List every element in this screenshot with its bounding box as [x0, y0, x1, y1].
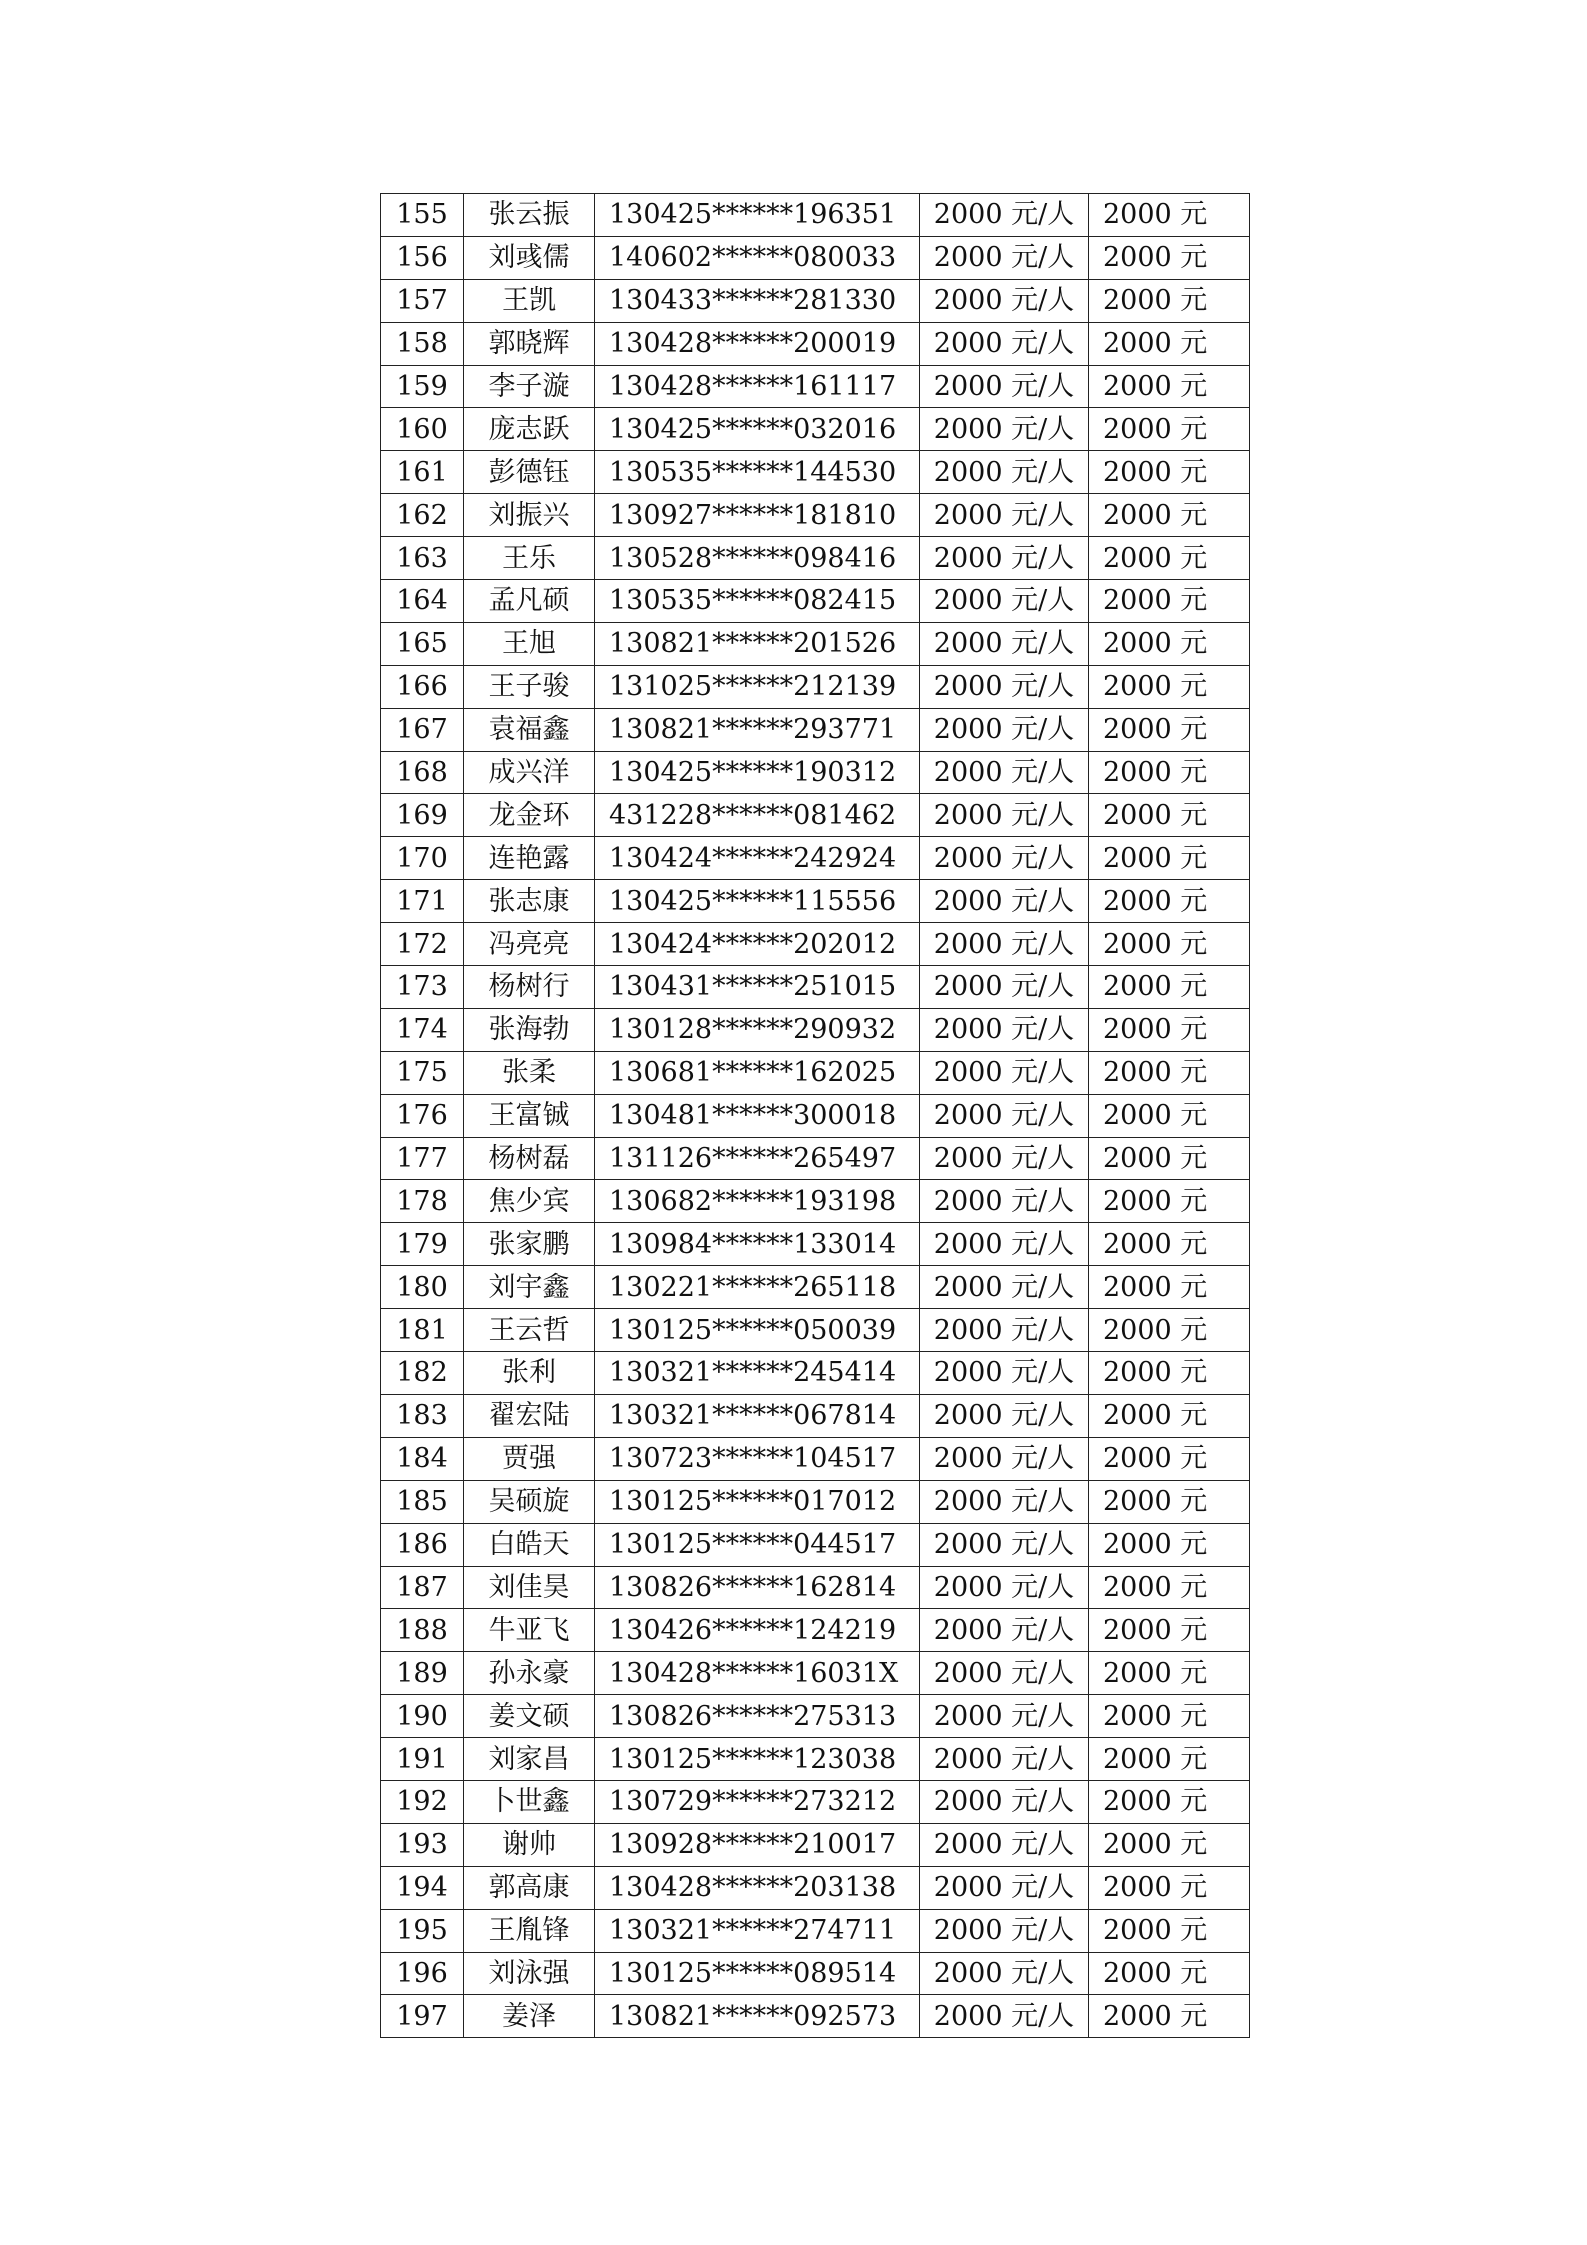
- id-number-cell: 140602******080033: [595, 236, 920, 279]
- table-row: [381, 322, 1250, 365]
- name-cell: 刘振兴: [464, 494, 595, 537]
- row-number-cell: 174: [381, 1008, 464, 1051]
- id-number-cell: 130723******104517: [595, 1437, 920, 1480]
- id-number-cell: 130428******16031X: [595, 1652, 920, 1695]
- table-row: [381, 751, 1250, 794]
- subsidy-amount-cell: 2000 元: [1089, 451, 1250, 494]
- name-cell: 孙永豪: [464, 1652, 595, 1695]
- subsidy-standard-cell: 2000 元/人: [920, 1094, 1089, 1137]
- subsidy-amount-cell: 2000 元: [1089, 1480, 1250, 1523]
- table-row: [381, 494, 1250, 537]
- name-cell: 冯亮亮: [464, 923, 595, 966]
- subsidy-standard-cell: 2000 元/人: [920, 236, 1089, 279]
- subsidy-amount-cell: 2000 元: [1089, 751, 1250, 794]
- subsidy-standard-cell: 2000 元/人: [920, 923, 1089, 966]
- row-number-cell: 195: [381, 1909, 464, 1952]
- subsidy-standard-cell: 2000 元/人: [920, 279, 1089, 322]
- subsidy-amount-cell: 2000 元: [1089, 794, 1250, 837]
- row-number-cell: 191: [381, 1738, 464, 1781]
- subsidy-standard-cell: 2000 元/人: [920, 322, 1089, 365]
- row-number-cell: 180: [381, 1266, 464, 1309]
- row-number-cell: 173: [381, 966, 464, 1009]
- subsidy-standard-cell: 2000 元/人: [920, 580, 1089, 623]
- table-row: [381, 1909, 1250, 1952]
- name-cell: 姜文硕: [464, 1695, 595, 1738]
- subsidy-standard-cell: 2000 元/人: [920, 1266, 1089, 1309]
- id-number-cell: 130481******300018: [595, 1094, 920, 1137]
- row-number-cell: 181: [381, 1309, 464, 1352]
- row-number-cell: 175: [381, 1051, 464, 1094]
- subsidy-standard-cell: 2000 元/人: [920, 1523, 1089, 1566]
- name-cell: 王凯: [464, 279, 595, 322]
- table-row: [381, 1223, 1250, 1266]
- id-number-cell: 130826******162814: [595, 1566, 920, 1609]
- id-number-cell: 130125******089514: [595, 1952, 920, 1995]
- row-number-cell: 182: [381, 1352, 464, 1395]
- subsidy-amount-cell: 2000 元: [1089, 1566, 1250, 1609]
- table-row: [381, 1266, 1250, 1309]
- subsidy-amount-cell: 2000 元: [1089, 665, 1250, 708]
- name-cell: 刘泳强: [464, 1952, 595, 1995]
- table-row: [381, 1352, 1250, 1395]
- row-number-cell: 156: [381, 236, 464, 279]
- id-number-cell: 130125******050039: [595, 1309, 920, 1352]
- name-cell: 谢帅: [464, 1823, 595, 1866]
- subsidy-standard-cell: 2000 元/人: [920, 1695, 1089, 1738]
- subsidy-amount-cell: 2000 元: [1089, 837, 1250, 880]
- row-number-cell: 184: [381, 1437, 464, 1480]
- subsidy-standard-cell: 2000 元/人: [920, 1180, 1089, 1223]
- subsidy-standard-cell: 2000 元/人: [920, 1480, 1089, 1523]
- name-cell: 孟凡硕: [464, 580, 595, 623]
- row-number-cell: 192: [381, 1780, 464, 1823]
- id-number-cell: 130428******203138: [595, 1866, 920, 1909]
- subsidy-standard-cell: 2000 元/人: [920, 1394, 1089, 1437]
- id-number-cell: 130729******273212: [595, 1780, 920, 1823]
- name-cell: 王乐: [464, 537, 595, 580]
- id-number-cell: 130535******082415: [595, 580, 920, 623]
- subsidy-amount-cell: 2000 元: [1089, 580, 1250, 623]
- subsidy-amount-cell: 2000 元: [1089, 1523, 1250, 1566]
- row-number-cell: 161: [381, 451, 464, 494]
- subsidy-standard-cell: 2000 元/人: [920, 622, 1089, 665]
- table-row: [381, 365, 1250, 408]
- table-row: [381, 665, 1250, 708]
- table-row: [381, 408, 1250, 451]
- row-number-cell: 170: [381, 837, 464, 880]
- name-cell: 郭高康: [464, 1866, 595, 1909]
- row-number-cell: 176: [381, 1094, 464, 1137]
- subsidy-standard-cell: 2000 元/人: [920, 1652, 1089, 1695]
- id-number-cell: 130125******044517: [595, 1523, 920, 1566]
- row-number-cell: 160: [381, 408, 464, 451]
- id-number-cell: 130321******245414: [595, 1352, 920, 1395]
- row-number-cell: 159: [381, 365, 464, 408]
- subsidy-amount-cell: 2000 元: [1089, 1995, 1250, 2038]
- row-number-cell: 193: [381, 1823, 464, 1866]
- name-cell: 卜世鑫: [464, 1780, 595, 1823]
- subsidy-standard-cell: 2000 元/人: [920, 451, 1089, 494]
- id-number-cell: 130826******275313: [595, 1695, 920, 1738]
- subsidy-amount-cell: 2000 元: [1089, 408, 1250, 451]
- subsidy-standard-cell: 2000 元/人: [920, 794, 1089, 837]
- name-cell: 吴硕旋: [464, 1480, 595, 1523]
- subsidy-amount-cell: 2000 元: [1089, 923, 1250, 966]
- row-number-cell: 164: [381, 580, 464, 623]
- subsidy-amount-cell: 2000 元: [1089, 1738, 1250, 1781]
- table-row: [381, 1437, 1250, 1480]
- id-number-cell: 130821******293771: [595, 708, 920, 751]
- subsidy-amount-cell: 2000 元: [1089, 236, 1250, 279]
- name-cell: 刘宇鑫: [464, 1266, 595, 1309]
- row-number-cell: 186: [381, 1523, 464, 1566]
- id-number-cell: 130428******161117: [595, 365, 920, 408]
- table-row: [381, 1738, 1250, 1781]
- name-cell: 成兴洋: [464, 751, 595, 794]
- name-cell: 王云哲: [464, 1309, 595, 1352]
- subsidy-amount-cell: 2000 元: [1089, 1352, 1250, 1395]
- subsidy-amount-cell: 2000 元: [1089, 1695, 1250, 1738]
- row-number-cell: 197: [381, 1995, 464, 2038]
- id-number-cell: 130682******193198: [595, 1180, 920, 1223]
- subsidy-amount-cell: 2000 元: [1089, 194, 1250, 237]
- row-number-cell: 187: [381, 1566, 464, 1609]
- subsidy-amount-cell: 2000 元: [1089, 1223, 1250, 1266]
- id-number-cell: 130128******290932: [595, 1008, 920, 1051]
- name-cell: 刘彧儒: [464, 236, 595, 279]
- row-number-cell: 167: [381, 708, 464, 751]
- table-row: [381, 1394, 1250, 1437]
- name-cell: 刘家昌: [464, 1738, 595, 1781]
- subsidy-standard-cell: 2000 元/人: [920, 1995, 1089, 2038]
- table-row: [381, 1823, 1250, 1866]
- name-cell: 张柔: [464, 1051, 595, 1094]
- name-cell: 张利: [464, 1352, 595, 1395]
- table-row: [381, 1051, 1250, 1094]
- name-cell: 贾强: [464, 1437, 595, 1480]
- name-cell: 张海勃: [464, 1008, 595, 1051]
- table-row: [381, 837, 1250, 880]
- table-row: [381, 1137, 1250, 1180]
- name-cell: 杨树磊: [464, 1137, 595, 1180]
- subsidy-amount-cell: 2000 元: [1089, 1866, 1250, 1909]
- subsidy-standard-cell: 2000 元/人: [920, 365, 1089, 408]
- id-number-cell: 130428******200019: [595, 322, 920, 365]
- id-number-cell: 130431******251015: [595, 966, 920, 1009]
- subsidy-amount-cell: 2000 元: [1089, 966, 1250, 1009]
- name-cell: 姜泽: [464, 1995, 595, 2038]
- name-cell: 翟宏陆: [464, 1394, 595, 1437]
- name-cell: 焦少宾: [464, 1180, 595, 1223]
- subsidy-standard-cell: 2000 元/人: [920, 1437, 1089, 1480]
- subsidy-standard-cell: 2000 元/人: [920, 837, 1089, 880]
- name-cell: 龙金环: [464, 794, 595, 837]
- subsidy-amount-cell: 2000 元: [1089, 1952, 1250, 1995]
- table-row: [381, 1566, 1250, 1609]
- subsidy-amount-cell: 2000 元: [1089, 1180, 1250, 1223]
- subsidy-amount-cell: 2000 元: [1089, 1094, 1250, 1137]
- row-number-cell: 185: [381, 1480, 464, 1523]
- subsidy-amount-cell: 2000 元: [1089, 1909, 1250, 1952]
- table-row: [381, 880, 1250, 923]
- id-number-cell: 130681******162025: [595, 1051, 920, 1094]
- id-number-cell: 130425******196351: [595, 194, 920, 237]
- name-cell: 王富铖: [464, 1094, 595, 1137]
- subsidy-amount-cell: 2000 元: [1089, 1780, 1250, 1823]
- name-cell: 王旭: [464, 622, 595, 665]
- name-cell: 彭德钰: [464, 451, 595, 494]
- id-number-cell: 130321******067814: [595, 1394, 920, 1437]
- table-row: [381, 279, 1250, 322]
- name-cell: 庞志跃: [464, 408, 595, 451]
- subsidy-amount-cell: 2000 元: [1089, 1309, 1250, 1352]
- id-number-cell: 130928******210017: [595, 1823, 920, 1866]
- table-row: [381, 236, 1250, 279]
- name-cell: 张家鹏: [464, 1223, 595, 1266]
- row-number-cell: 194: [381, 1866, 464, 1909]
- subsidy-amount-cell: 2000 元: [1089, 622, 1250, 665]
- table-row: [381, 194, 1250, 237]
- name-cell: 王子骏: [464, 665, 595, 708]
- id-number-cell: 130425******190312: [595, 751, 920, 794]
- id-number-cell: 131025******212139: [595, 665, 920, 708]
- row-number-cell: 189: [381, 1652, 464, 1695]
- subsidy-amount-cell: 2000 元: [1089, 322, 1250, 365]
- table-row: [381, 1780, 1250, 1823]
- table-row: [381, 580, 1250, 623]
- subsidy-amount-cell: 2000 元: [1089, 1394, 1250, 1437]
- subsidy-standard-cell: 2000 元/人: [920, 1909, 1089, 1952]
- table-row: [381, 1866, 1250, 1909]
- id-number-cell: 130426******124219: [595, 1609, 920, 1652]
- subsidy-standard-cell: 2000 元/人: [920, 537, 1089, 580]
- table-row: [381, 622, 1250, 665]
- subsidy-amount-cell: 2000 元: [1089, 1823, 1250, 1866]
- name-cell: 刘佳昊: [464, 1566, 595, 1609]
- subsidy-amount-cell: 2000 元: [1089, 1437, 1250, 1480]
- subsidy-amount-cell: 2000 元: [1089, 1609, 1250, 1652]
- table-row: [381, 708, 1250, 751]
- subsidy-amount-cell: 2000 元: [1089, 537, 1250, 580]
- row-number-cell: 177: [381, 1137, 464, 1180]
- subsidy-amount-cell: 2000 元: [1089, 365, 1250, 408]
- row-number-cell: 171: [381, 880, 464, 923]
- subsidy-standard-cell: 2000 元/人: [920, 1309, 1089, 1352]
- name-cell: 袁福鑫: [464, 708, 595, 751]
- subsidy-standard-cell: 2000 元/人: [920, 665, 1089, 708]
- id-number-cell: 130221******265118: [595, 1266, 920, 1309]
- roster-table-body: [381, 194, 1250, 2038]
- table-row: [381, 1180, 1250, 1223]
- subsidy-amount-cell: 2000 元: [1089, 279, 1250, 322]
- id-number-cell: 130821******201526: [595, 622, 920, 665]
- subsidy-amount-cell: 2000 元: [1089, 1266, 1250, 1309]
- subsidy-standard-cell: 2000 元/人: [920, 194, 1089, 237]
- row-number-cell: 155: [381, 194, 464, 237]
- subsidy-amount-cell: 2000 元: [1089, 1652, 1250, 1695]
- table-row: [381, 923, 1250, 966]
- name-cell: 张志康: [464, 880, 595, 923]
- name-cell: 李子漩: [464, 365, 595, 408]
- id-number-cell: 130321******274711: [595, 1909, 920, 1952]
- row-number-cell: 168: [381, 751, 464, 794]
- row-number-cell: 162: [381, 494, 464, 537]
- subsidy-amount-cell: 2000 元: [1089, 494, 1250, 537]
- table-row: [381, 1995, 1250, 2038]
- subsidy-standard-cell: 2000 元/人: [920, 1352, 1089, 1395]
- subsidy-standard-cell: 2000 元/人: [920, 1952, 1089, 1995]
- subsidy-standard-cell: 2000 元/人: [920, 966, 1089, 1009]
- id-number-cell: 131126******265497: [595, 1137, 920, 1180]
- subsidy-standard-cell: 2000 元/人: [920, 1051, 1089, 1094]
- id-number-cell: 130125******123038: [595, 1738, 920, 1781]
- table-row: [381, 451, 1250, 494]
- subsidy-standard-cell: 2000 元/人: [920, 1223, 1089, 1266]
- subsidy-amount-cell: 2000 元: [1089, 880, 1250, 923]
- table-row: [381, 1652, 1250, 1695]
- row-number-cell: 163: [381, 537, 464, 580]
- table-row: [381, 1695, 1250, 1738]
- subsidy-standard-cell: 2000 元/人: [920, 708, 1089, 751]
- name-cell: 牛亚飞: [464, 1609, 595, 1652]
- table-row: [381, 1094, 1250, 1137]
- subsidy-standard-cell: 2000 元/人: [920, 880, 1089, 923]
- subsidy-standard-cell: 2000 元/人: [920, 1137, 1089, 1180]
- name-cell: 王胤锋: [464, 1909, 595, 1952]
- subsidy-amount-cell: 2000 元: [1089, 1137, 1250, 1180]
- subsidy-amount-cell: 2000 元: [1089, 1051, 1250, 1094]
- id-number-cell: 431228******081462: [595, 794, 920, 837]
- subsidy-roster-table: [380, 193, 1250, 2038]
- row-number-cell: 158: [381, 322, 464, 365]
- id-number-cell: 130984******133014: [595, 1223, 920, 1266]
- id-number-cell: 130425******115556: [595, 880, 920, 923]
- subsidy-standard-cell: 2000 元/人: [920, 494, 1089, 537]
- name-cell: 连艳露: [464, 837, 595, 880]
- id-number-cell: 130424******242924: [595, 837, 920, 880]
- row-number-cell: 172: [381, 923, 464, 966]
- table-row: [381, 794, 1250, 837]
- subsidy-standard-cell: 2000 元/人: [920, 1008, 1089, 1051]
- row-number-cell: 196: [381, 1952, 464, 1995]
- table-row: [381, 1609, 1250, 1652]
- table-row: [381, 1008, 1250, 1051]
- subsidy-standard-cell: 2000 元/人: [920, 1609, 1089, 1652]
- row-number-cell: 188: [381, 1609, 464, 1652]
- id-number-cell: 130425******032016: [595, 408, 920, 451]
- subsidy-standard-cell: 2000 元/人: [920, 1823, 1089, 1866]
- subsidy-standard-cell: 2000 元/人: [920, 1566, 1089, 1609]
- id-number-cell: 130535******144530: [595, 451, 920, 494]
- id-number-cell: 130821******092573: [595, 1995, 920, 2038]
- name-cell: 白皓天: [464, 1523, 595, 1566]
- subsidy-standard-cell: 2000 元/人: [920, 1738, 1089, 1781]
- row-number-cell: 178: [381, 1180, 464, 1223]
- subsidy-standard-cell: 2000 元/人: [920, 751, 1089, 794]
- row-number-cell: 157: [381, 279, 464, 322]
- id-number-cell: 130433******281330: [595, 279, 920, 322]
- subsidy-standard-cell: 2000 元/人: [920, 1866, 1089, 1909]
- row-number-cell: 190: [381, 1695, 464, 1738]
- row-number-cell: 183: [381, 1394, 464, 1437]
- row-number-cell: 165: [381, 622, 464, 665]
- id-number-cell: 130424******202012: [595, 923, 920, 966]
- subsidy-standard-cell: 2000 元/人: [920, 1780, 1089, 1823]
- table-row: [381, 1309, 1250, 1352]
- id-number-cell: 130927******181810: [595, 494, 920, 537]
- id-number-cell: 130125******017012: [595, 1480, 920, 1523]
- table-row: [381, 966, 1250, 1009]
- subsidy-amount-cell: 2000 元: [1089, 708, 1250, 751]
- name-cell: 杨树行: [464, 966, 595, 1009]
- subsidy-amount-cell: 2000 元: [1089, 1008, 1250, 1051]
- table-row: [381, 1480, 1250, 1523]
- subsidy-standard-cell: 2000 元/人: [920, 408, 1089, 451]
- name-cell: 郭晓辉: [464, 322, 595, 365]
- table-row: [381, 1952, 1250, 1995]
- table-row: [381, 537, 1250, 580]
- row-number-cell: 179: [381, 1223, 464, 1266]
- row-number-cell: 166: [381, 665, 464, 708]
- name-cell: 张云振: [464, 194, 595, 237]
- row-number-cell: 169: [381, 794, 464, 837]
- id-number-cell: 130528******098416: [595, 537, 920, 580]
- table-row: [381, 1523, 1250, 1566]
